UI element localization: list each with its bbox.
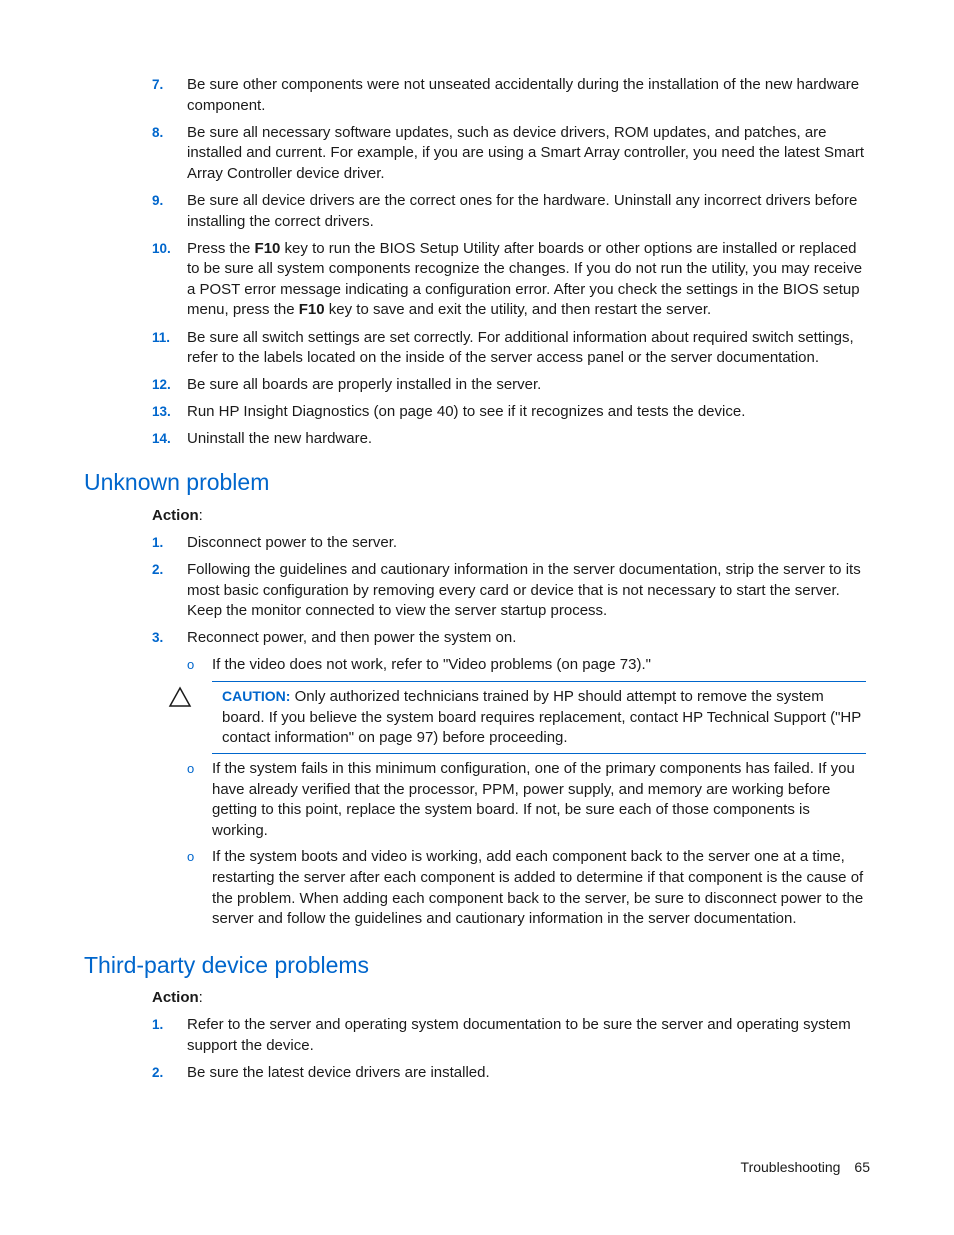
caution-box <box>212 681 866 754</box>
bullet-icon: o <box>187 849 195 865</box>
sub-list-item <box>152 655 868 676</box>
continued-steps-list <box>152 75 868 457</box>
list-item <box>152 75 868 116</box>
step-text: Press the F10 key to run the BIOS Setup Utility after boards or other options are installed or replaced to be sure all system components recognize the changes. If you do not run the utility, you may receive a POST error message indicating a configuration error. After you check the settings in the BIOS setup menu, press the F10 key to save and exit the utility, and then restart the server. <box>187 239 863 319</box>
step-number: 2. <box>152 562 164 578</box>
step-text: Be sure other components were not unseated accidentally during the installation of the new hardware component. <box>187 76 860 114</box>
list-item <box>152 560 868 622</box>
list-item <box>152 1063 868 1084</box>
step-text: Run HP Insight Diagnostics (on page 40) to see if it recognizes and tests the device. <box>187 403 746 421</box>
action-label: Action: <box>152 989 203 1006</box>
bullet-icon: o <box>187 761 195 776</box>
bullet-icon: o <box>187 657 195 673</box>
f10-key: F10 <box>254 239 281 257</box>
step-text: Be sure all switch settings are set correctly. For additional information about required switch settings, refer to the labels located on the inside of the server access panel or the server documentation. <box>187 328 854 367</box>
sub-item-text: If the system fails in this minimum configuration, one of the primary components has failed. If you have already verified that the processor, PPM, power supply, and memory are working before getting to this point, replace the system board. If not, be sure each of those components is working. <box>212 760 855 839</box>
step-number: 8. <box>152 124 164 140</box>
page-footer <box>741 1157 870 1178</box>
step-number: 3. <box>152 630 164 646</box>
list-item <box>152 239 868 321</box>
list-item <box>152 375 868 396</box>
section-heading-unknown-problem: Unknown problem <box>84 469 270 495</box>
sub-item-text: If the system boots and video is working, add each component back to the server one at a time, restarting the server after each component is added to determine if that component is the cause of the problem. When adding each component back to the server, be sure to disconnect power to the server and follow the guidelines and cautionary information in the server documentation. <box>212 848 864 928</box>
sub-list-item <box>152 759 868 841</box>
page-number: 65 <box>854 1159 870 1175</box>
list-item <box>152 533 868 554</box>
step-text: Be sure all device drivers are the correct ones for the hardware. Uninstall any incorrect drivers before installing the correct drivers. <box>187 191 858 230</box>
step-number: 12. <box>152 377 171 393</box>
list-item <box>152 628 868 649</box>
step-number: 13. <box>152 404 171 420</box>
caution-label: CAUTION: <box>222 688 291 704</box>
step-text: Reconnect power, and then power the system on. <box>187 629 517 647</box>
list-item <box>152 402 868 423</box>
step-text: Be sure the latest device drivers are installed. <box>187 1063 490 1081</box>
sub-list-item <box>152 847 868 929</box>
list-item <box>152 123 868 185</box>
caution-text: Only authorized technicians trained by HP should attempt to remove the system board. If you believe the system board requires replacement, contact HP Technical Support ("HP contact information" on page 97) before proceeding. <box>222 688 862 747</box>
third-party-steps <box>152 1015 868 1090</box>
step-number: 1. <box>152 535 164 550</box>
step-number: 10. <box>152 240 171 256</box>
footer-section: Troubleshooting <box>740 1159 841 1175</box>
step-text: Following the guidelines and cautionary information in the server documentation, strip the server to its most basic configuration by removing every card or device that is not necessary to start the server. Keep the monitor connected to view the server startup process. <box>187 561 861 620</box>
list-item <box>152 1015 868 1056</box>
step-text: Be sure all boards are properly installed in the server. <box>187 376 542 394</box>
step-text: Refer to the server and operating system documentation to be sure the server and operating system support the device. <box>187 1016 851 1054</box>
step-text: Be sure all necessary software updates, such as device drivers, ROM updates, and patches, are installed and current. For example, if you are using a Smart Array controller, you need the latest Smart Array Controller device driver. <box>187 123 864 182</box>
sub-item-text: If the video does not work, refer to "Video problems (on page 73)." <box>212 656 651 674</box>
list-item <box>152 191 868 232</box>
action-label: Action: <box>152 507 203 524</box>
step-text: Disconnect power to the server. <box>187 534 398 551</box>
step-number: 7. <box>152 77 164 92</box>
caution-triangle-icon <box>168 686 192 708</box>
section-heading-third-party: Third-party device problems <box>84 952 370 978</box>
step-text: Uninstall the new hardware. <box>187 430 373 448</box>
step-number: 9. <box>152 192 164 208</box>
step-number: 2. <box>152 1064 164 1080</box>
list-item <box>152 429 868 450</box>
step-number: 11. <box>152 329 171 345</box>
step-number: 14. <box>152 431 171 447</box>
f10-key: F10 <box>298 301 325 319</box>
unknown-problem-sub-items <box>152 759 868 936</box>
unknown-problem-steps <box>152 533 868 682</box>
list-item <box>152 328 868 369</box>
step-number: 1. <box>152 1017 164 1032</box>
